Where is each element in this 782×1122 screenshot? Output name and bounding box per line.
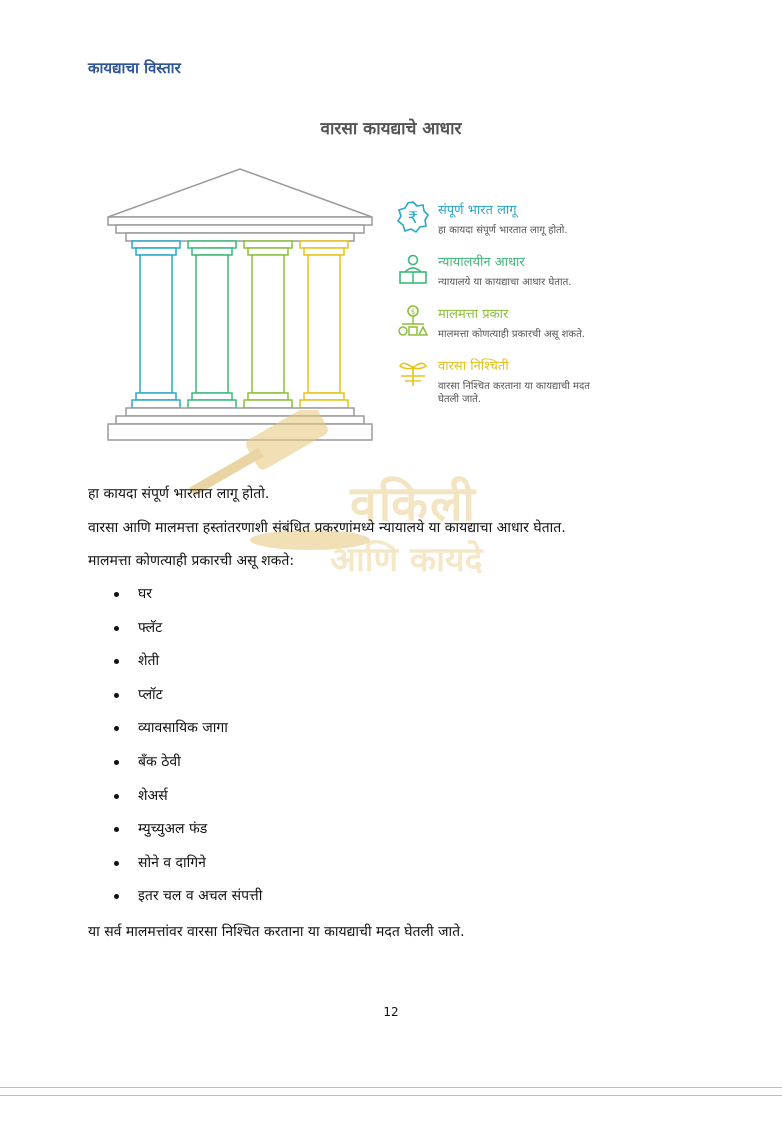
temple-architrave [126,233,354,241]
legend-desc: हा कायदा संपूर्ण भारतात लागू होतो. [438,225,568,236]
temple-roof-base [108,217,372,225]
list-item: शेती [110,651,262,685]
temple-entablature [116,225,364,233]
pillar [188,241,236,408]
diagram-legend [396,198,656,406]
plant-icon [396,356,430,390]
list-item: फ्लॅट [110,618,262,652]
judge-icon [396,252,430,286]
list-item: शेअर्स [110,786,262,820]
legend-title: संपूर्ण भारत लागू [438,203,517,218]
footer-divider [0,1095,782,1096]
legend-title: न्यायालयीन आधार [438,255,525,270]
pillar [300,241,348,408]
legend-title: वारसा निश्चिती [438,359,509,374]
diagram-title: वारसा कायद्याचे आधार [320,119,462,139]
list-item: व्यावसायिक जागा [110,718,262,752]
paragraph-1: हा कायदा संपूर्ण भारतात लागू होतो. [88,486,270,502]
paragraph-4: या सर्व मालमत्तांवर वारसा निश्चित करताना या कायद्याची मदत घेतली जाते. [88,924,465,940]
legend-title: मालमत्ता प्रकार [438,307,509,322]
legend-item-property [396,302,656,354]
footer-divider [0,1087,782,1088]
list-item: सोने व दागिने [110,853,262,887]
list-item: म्युच्युअल फंड [110,819,262,853]
watermark-text: वकिली [350,476,477,532]
list-item: इतर चल व अचल संपत्ती [110,886,262,920]
property-icon [396,304,430,338]
rupee-icon [396,200,430,234]
temple-roof [108,169,372,217]
legend-item-court [396,250,656,302]
legend-item-all-india [396,198,656,250]
pillar [244,241,292,408]
watermark-subtext: आणि कायदे [330,540,483,580]
legend-desc: मालमत्ता कोणत्याही प्रकारची असू शकते. [438,329,585,340]
legend-desc: न्यायालये या कायद्याचा आधार घेतात. [438,277,572,288]
legend-item-inheritance [396,354,656,406]
pillar [132,241,180,408]
page-number: 12 [383,1005,399,1019]
property-list [110,584,262,920]
paragraph-2: वारसा आणि मालमत्ता हस्तांतरणाशी संबंधित प्रकरणांमध्ये न्यायालये या कायद्याचा आधार घेतात. [88,520,566,536]
svg-text:$: $ [410,308,416,316]
page-header: कायद्याचा विस्तार [88,59,181,77]
legend-desc: वारसा निश्चित करताना या कायद्याची मदत घेतली जाते. [438,381,590,405]
list-item: घर [110,584,262,618]
svg-text:₹: ₹ [407,208,419,227]
paragraph-3: मालमत्ता कोणत्याही प्रकारची असू शकते: [88,553,295,569]
pillars-illustration [100,165,380,447]
list-item: बँक ठेवी [110,752,262,786]
list-item: प्लॉट [110,685,262,719]
